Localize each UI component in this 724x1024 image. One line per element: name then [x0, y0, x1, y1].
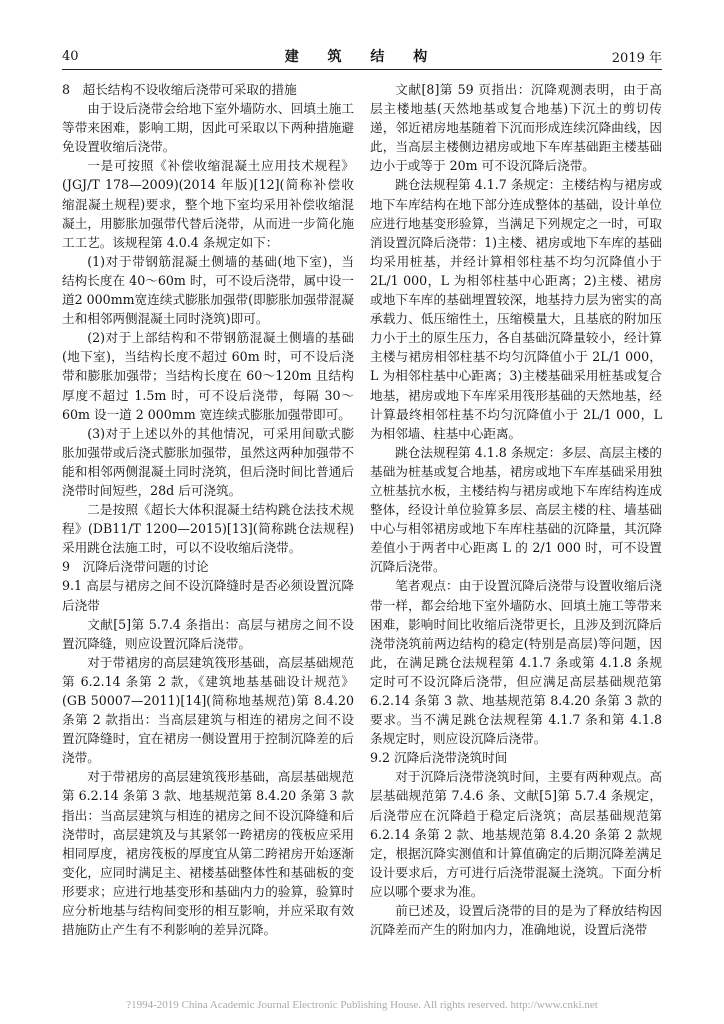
paragraph: 二是按照《超长大体积混凝土结构跳仓法技术规程》(DB11/T 1200—2015)[13](简称跳仓法规程)采用跳仓法施工时，可以不设收缩后浇带。 [62, 502, 354, 556]
paragraph: 对于带裙房的高层建筑筏形基础，高层基础规范第 6.2.14 条第 2 款，《建筑地基基础设计规范》(GB 50007—2011)[14](简称地基规范)第 8.4.20 条第 2 款指出：当高层建筑与相连的裙房之间不设置沉降缝时，宜在裙房一侧设置用于控制沉降差的后浇带。 [62, 654, 354, 766]
paragraph: 一是可按照《补偿收缩混凝土应用技术规程》(JGJ/T 178—2009)(2014 年版)[12](简称补偿收缩混凝土规程)要求，整个地下室均采用补偿收缩混凝土，用膨胀加强带代替后浇带，从而进一步简化施工工艺。该规程第 4.0.4 条规定如下： [62, 158, 354, 250]
paragraph: (3)对于上述以外的其他情况，可采用间歇式膨胀加强带或后浇式膨胀加强带，虽然这两种加强带不能和相邻两侧混凝土同时浇筑，但后浇时间比普通后浇带时间短些，28d 后可浇筑。 [62, 425, 354, 498]
right-column [370, 80, 662, 939]
copyright-footer: ?1994-2019 China Academic Journal Electronic Publishing House. All rights reserved. http://www.cnki.net [126, 999, 598, 1011]
section-heading: 8 超长结构不设收缩后浇带可采取的措施 [62, 82, 297, 97]
paragraph: 由于设后浇带会给地下室外墙防水、回填土施工等带来困难，影响工期，因此可采取以下两种措施避免设置收缩后浇带。 [62, 101, 354, 155]
paragraph: (2)对于上部结构和不带钢筋混凝土侧墙的基础(地下室)，当结构长度不超过 60m 时，可不设后浇带和膨胀加强带；当结构长度在 60～120m 且结构厚度不超过 1.5m 时，可不设后浇带，每隔 30～60m 设一道 2 000mm 宽连续式膨胀加强带即可。 [62, 330, 354, 422]
paragraph: 对于沉降后浇带浇筑时间，主要有两种观点。高层基础规范第 7.4.6 条、文献[5]第 5.7.4 条规定，后浇带应在沉降趋于稳定后浇筑；高层基础规范第 6.2.14 条第 2 款、地基规范第 8.4.20 条第 2 款规定，根据沉降实测值和计算值确定的后期沉降差满足设计要求后，方可进行后浇带混凝土浇筑。下面分析应以哪个要求为准。 [370, 769, 662, 899]
publication-year: 2019 年 [611, 51, 662, 66]
paragraph: 文献[5]第 5.7.4 条指出：高层与裙房之间不设置沉降缝，则应设置沉降后浇带。 [62, 616, 354, 651]
journal-title: 建 筑 结 构 [284, 49, 440, 65]
subsection-heading: 9.2 沉降后浇带浇筑时间 [370, 750, 508, 766]
header-divider [62, 69, 662, 70]
subsection-heading: 9.1 高层与裙房之间不设沉降缝时是否必须设置沉降后浇带 [62, 578, 354, 613]
paragraph: 前已述及，设置后浇带的目的是为了释放结构因沉降差而产生的附加内力，准确地说，设置后浇带 [370, 903, 662, 938]
paragraph: 笔者观点：由于设置沉降后浇带与设置收缩后浇带一样，都会给地下室外墙防水、回填土施工等带来困难，影响时间比收缩后浇带更长，且涉及到沉降后浇带浇筑前两边结构的稳定(特别是高层)等问题，因此，在满足跳仓法规程第 4.1.7 条或第 4.1.8 条规定时可不设沉降后浇带，但应满足高层基础规范第 6.2.14 条第 3 款、地基规范第 8.4.20 条第 3 款的要求。当不满足跳仓法规程第 4.1.7 条和第 4.1.8 条规定时，则应设沉降后浇带。 [370, 578, 662, 747]
section-heading: 9 沉降后浇带问题的讨论 [62, 559, 209, 575]
left-column [62, 80, 354, 939]
paragraph: 文献[8]第 59 页指出：沉降观测表明，由于高层主楼地基(天然地基或复合地基)下沉土的剪切传递，邻近裙房地基随着下沉而形成连续沉降曲线，因此，当高层主楼侧边裙房或地下车库基础距主楼基础边小于或等于 20m 可不设沉降后浇带。 [370, 82, 662, 174]
paragraph: 跳仓法规程第 4.1.7 条规定：主楼结构与裙房或地下车库结构在地下部分连成整体的基础，设计单位应进行地基变形验算，当满足下列规定之一时，可取消设置沉降后浇带：1)主楼、裙房或地下车库的基础均采用桩基，并经计算相邻柱基不均匀沉降值小于 2L/1 000，L 为相邻柱基中心距离；2)主楼、裙房或地下车库的基础埋置较深，地基持力层为密实的高承载力、低压缩性土，压缩模量大，且基底的附加压力小于土的原生压力，各自基础沉降量较小，经计算主楼与裙房相邻柱基不均匀沉降值小于 2L/1 000，L 为相邻柱基中心距离；3)主楼基础采用桩基或复合地基，裙房或地下车库采用筏形基础的天然地基，经计算最终相邻柱基不均匀沉降值小于 2L/1 000，L 为相邻墙、柱基中心距离。 [370, 177, 662, 441]
paragraph: 跳仓法规程第 4.1.8 条规定：多层、高层主楼的基础为桩基或复合地基，裙房或地下车库基础采用独立桩基抗水板，主楼结构与裙房或地下车库结构连成整体，经设计单位验算多层、高层主楼的柱、墙基础中心与相邻裙房或地下车库柱基础的沉降量，其沉降差值小于两者中心距离 L 的 2/1 000 时，可不设置沉降后浇带。 [370, 444, 662, 575]
paragraph: (1)对于带钢筋混凝土侧墙的基础(地下室)，当结构长度在 40～60m 时，可不设后浇带，属中设一道2 000mm宽连续式膨胀加强带(即膨胀加强带混凝土和相邻两侧混凝土同时浇筑)即可。 [62, 253, 354, 327]
page-number: 40 [62, 49, 79, 64]
paragraph: 对于带裙房的高层建筑筏形基础，高层基础规范第 6.2.14 条第 3 款、地基规范第 8.4.20 条第 3 款指出：当高层建筑与相连的裙房之间不设沉降缝和后浇带时，高层建筑及与其紧邻一跨裙房的筏板应采用相同厚度，裙房筏板的厚度宜从第二跨裙房开始逐渐变化，应同时满足主、裙楼基础整体性和基础板的变形要求；应进行地基变形和基础内力的验算，验算时应分析地基与结构间变形的相互影响，并应采取有效措施防止产生有不利影响的差异沉降。 [62, 769, 354, 938]
